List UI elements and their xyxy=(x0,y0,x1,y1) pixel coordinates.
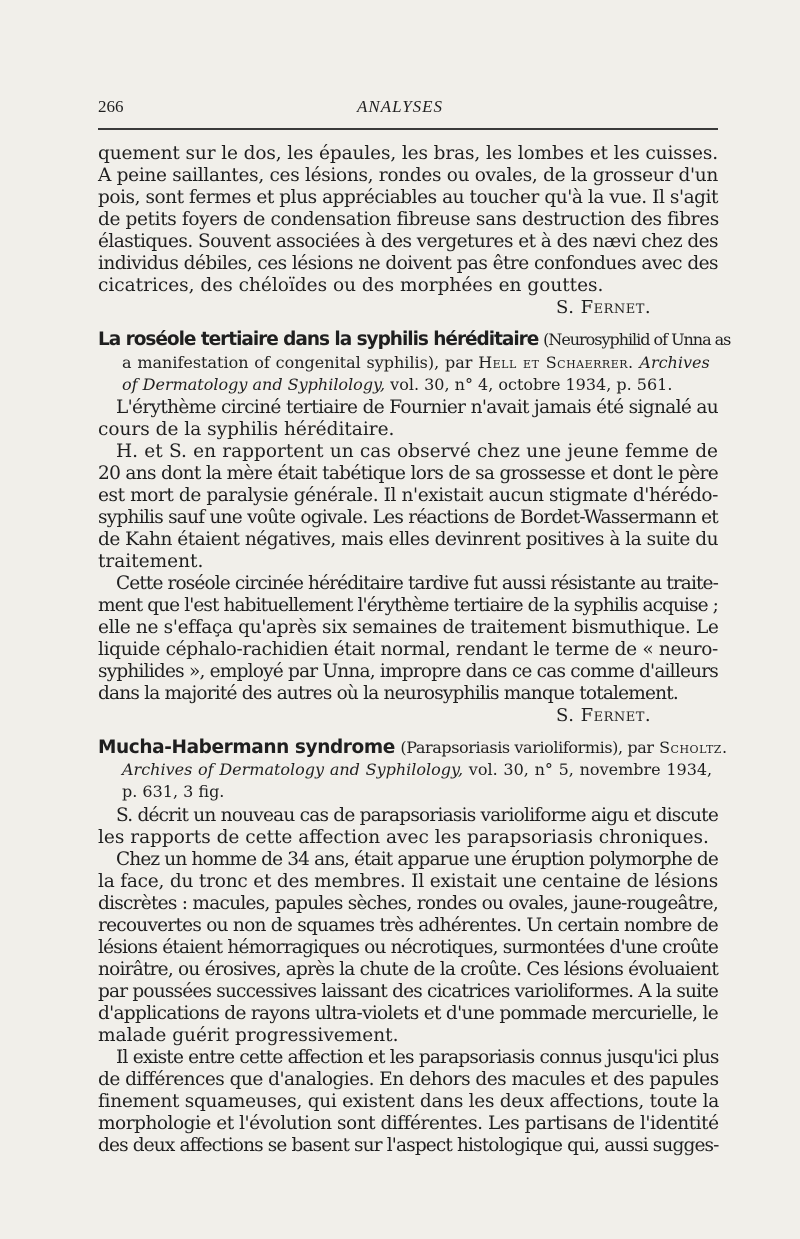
text-line: syphilides », employé par Unna, impropre dans ce cas comme d'ailleurs xyxy=(98,661,718,682)
reference-text: a manifestation of congenital syphilis), par xyxy=(122,353,473,372)
reference-details: p. 631, 3 fig. xyxy=(122,782,225,801)
text-line: des deux affections se basent sur l'aspect histologique qui, aussi sugges- xyxy=(98,1135,719,1156)
signature: S. Fernet. xyxy=(556,705,652,726)
reference-text: (Parapsoriasis varioliformis), par xyxy=(400,738,654,757)
text-line: traitement. xyxy=(98,551,204,572)
reference-details: vol. 30, n° 5, novembre 1934, xyxy=(468,760,713,779)
journal-name: Archives xyxy=(639,353,710,372)
page-number: 266 xyxy=(98,97,124,116)
journal-name: Archives of Dermatology and Syphilology, xyxy=(122,760,464,779)
reference-text: (Neurosyphilid of Unna as xyxy=(543,330,731,349)
reference-line xyxy=(122,352,710,374)
text-line: morphologie et l'évolution sont différentes. Les partisans de l'identité xyxy=(98,1113,719,1134)
text-line: noirâtre, ou érosives, après la chute de la croûte. Ces lésions évoluaient xyxy=(98,959,718,980)
text-line: malade guérit progressivement. xyxy=(98,1025,399,1046)
journal-name: of Dermatology and Syphilology, xyxy=(122,375,386,394)
text-line: dans la majorité des autres où la neurosyphilis manque totalement. xyxy=(98,683,678,704)
text-line: ment que l'est habituellement l'érythème tertiaire de la syphilis acquise ; xyxy=(98,595,718,616)
text-line: elle ne s'effaça qu'après six semaines de traitement bismuthique. Le xyxy=(98,617,719,638)
text-line: syphilis sauf une voûte ogivale. Les réactions de Bordet-Wassermann et xyxy=(98,507,718,528)
signature: S. Fernet. xyxy=(556,297,652,318)
article-heading xyxy=(98,737,728,759)
text-line: cicatrices, des chéloïdes ou des morphées en gouttes. xyxy=(98,275,604,296)
text-line: recouvertes ou non de squames très adhérentes. Un certain nombre de xyxy=(98,915,718,936)
text-line: de petits foyers de condensation fibreuse sans destruction des fibres xyxy=(98,209,719,230)
article-heading xyxy=(98,329,730,351)
text-line: discrètes : macules, papules sèches, rondes ou ovales, jaune-rougeâtre, xyxy=(98,893,718,914)
text-line: Chez un homme de 34 ans, était apparue une éruption polymorphe de xyxy=(116,849,718,870)
text-line: Il existe entre cette affection et les parapsoriasis connus jusqu'ici plus xyxy=(116,1047,719,1068)
text-line: d'applications de rayons ultra-violets et d'une pommade mercurielle, le xyxy=(98,1003,718,1024)
text-line: 20 ans dont la mère était tabétique lors de sa grossesse et dont le père xyxy=(98,463,718,484)
reference-line xyxy=(122,374,672,396)
text-line: les rapports de cette affection avec les parapsoriasis chroniques. xyxy=(98,827,709,848)
reference-line xyxy=(122,759,712,781)
text-line: H. et S. en rapportent un cas observé chez une jeune femme de xyxy=(116,441,718,462)
article-title: Mucha-Habermann syndrome xyxy=(98,737,395,758)
text-line: liquide céphalo-rachidien était normal, rendant le terme de « neuro- xyxy=(98,639,718,660)
text-line: de Kahn étaient négatives, mais elles devinrent positives à la suite du xyxy=(98,529,718,550)
text-line: quement sur le dos, les épaules, les bras, les lombes et les cuisses. xyxy=(98,143,718,164)
header-rule xyxy=(98,128,718,130)
text-line: A peine saillantes, ces lésions, rondes ou ovales, de la grosseur d'un xyxy=(98,165,718,186)
text-line: élastiques. Souvent associées à des vergetures et à des nævi chez des xyxy=(98,231,718,252)
running-title: ANALYSES xyxy=(356,97,444,116)
text-line: S. décrit un nouveau cas de parapsoriasis varioliforme aigu et discute xyxy=(116,805,718,826)
text-line: L'érythème circiné tertiaire de Fournier n'avait jamais été signalé au xyxy=(116,397,718,418)
text-line: cours de la syphilis héréditaire. xyxy=(98,419,395,440)
text-line: pois, sont fermes et plus appréciables au toucher qu'à la vue. Il s'agit xyxy=(98,187,718,208)
text-line: individus débiles, ces lésions ne doivent pas être confondues avec des xyxy=(98,253,718,274)
text-line: la face, du tronc et des membres. Il existait une centaine de lésions xyxy=(98,871,718,892)
text-line: de différences que d'analogies. En dehors des macules et des papules xyxy=(98,1069,719,1090)
reference-line xyxy=(122,781,224,803)
text-line: Cette roséole circinée héréditaire tardive fut aussi résistante au traite- xyxy=(116,573,718,594)
text-line: est mort de paralysie générale. Il n'existait aucun stigmate d'hérédo- xyxy=(98,485,718,506)
reference-authors: Hell et Schaerrer. xyxy=(478,353,634,372)
text-line: par poussées successives laissant des cicatrices varioliformes. A la suite xyxy=(98,981,718,1002)
text-line: lésions étaient hémorragiques ou nécrotiques, surmontées d'une croûte xyxy=(98,937,718,958)
text-line: finement squameuses, qui existent dans les deux affections, toute la xyxy=(98,1091,719,1112)
reference-details: vol. 30, n° 4, octobre 1934, p. 561. xyxy=(390,375,673,394)
reference-authors: Scholtz. xyxy=(659,738,728,757)
article-title: La roséole tertiaire dans la syphilis héréditaire xyxy=(98,329,539,350)
